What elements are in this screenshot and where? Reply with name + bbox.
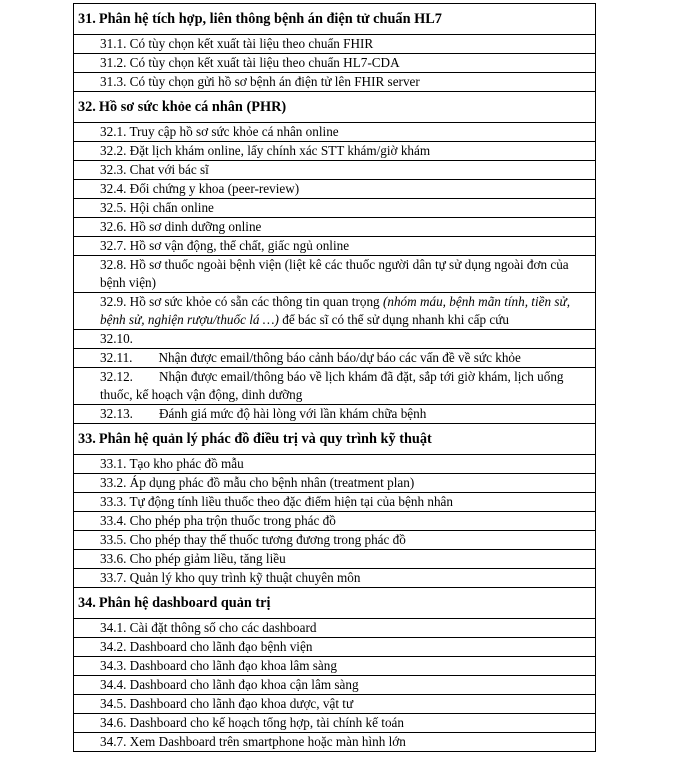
table-row xyxy=(74,54,596,73)
table-row xyxy=(74,35,596,54)
item-number: 32.4. xyxy=(100,181,127,196)
item-number: 33.5. xyxy=(100,532,127,547)
requirements-table xyxy=(73,3,596,752)
item-text: Dashboard cho kế hoạch tổng hợp, tài chính kế toán xyxy=(129,715,404,730)
item-text: Đặt lịch khám online, lấy chính xác STT khám/giờ khám xyxy=(129,143,431,158)
item-text: Chat với bác sĩ xyxy=(129,162,209,177)
item-text: Hồ sơ dinh dưỡng online xyxy=(129,219,262,234)
table-row xyxy=(74,676,596,695)
item-number: 33.1. xyxy=(100,456,127,471)
item-number: 31.2. xyxy=(100,55,127,70)
item-number: 34.3. xyxy=(100,658,127,673)
item-number: 32.7. xyxy=(100,238,127,253)
table-row xyxy=(74,218,596,237)
item-number: 32.12. xyxy=(100,369,133,384)
section-title-cell xyxy=(74,588,596,619)
table-row xyxy=(74,569,596,588)
table-row xyxy=(74,142,596,161)
item-number: 34.4. xyxy=(100,677,127,692)
item-text: Có tùy chọn gửi hồ sơ bệnh án điện tử lên FHIR server xyxy=(129,74,420,89)
section-title: Phân hệ dashboard quản trị xyxy=(98,595,271,611)
item-number: 32.5. xyxy=(100,200,127,215)
item-number: 32.3. xyxy=(100,162,127,177)
item-text: Hồ sơ vận động, thể chất, giấc ngủ online xyxy=(129,238,350,253)
table-row xyxy=(74,161,596,180)
item-number: 32.1. xyxy=(100,124,127,139)
table-row xyxy=(74,256,596,293)
table-row xyxy=(74,349,596,368)
item-number: 34.5. xyxy=(100,696,127,711)
item-number: 34.2. xyxy=(100,639,127,654)
section-number: 31. xyxy=(78,11,96,27)
table-row xyxy=(74,405,596,424)
item-text: Có tùy chọn kết xuất tài liệu theo chuẩn FHIR xyxy=(129,36,374,51)
table-row xyxy=(74,199,596,218)
table-row xyxy=(74,293,596,330)
item-text: Hồ sơ sức khỏe có sẵn các thông tin quan trọng xyxy=(129,294,383,309)
item-text: Cho phép giảm liều, tăng liều xyxy=(129,551,286,566)
item-text: Cho phép pha trộn thuốc trong phác đồ xyxy=(129,513,336,528)
item-text: Có tùy chọn kết xuất tài liệu theo chuẩn HL7-CDA xyxy=(129,55,400,70)
item-number: 32.8. xyxy=(100,257,127,272)
section-number: 32. xyxy=(78,99,96,115)
item-number: 31.1. xyxy=(100,36,127,51)
item-number: 34.6. xyxy=(100,715,127,730)
item-text-italic: (nhóm máu, bệnh mãn tính, tiền sử, bệnh sử, nghiện rượu/thuốc lá …) xyxy=(100,294,570,327)
table-row xyxy=(74,368,596,405)
section-header-33 xyxy=(74,424,596,455)
item-number: 32.11. xyxy=(100,350,133,365)
item-text: Tạo kho phác đồ mẫu xyxy=(129,456,244,471)
item-number: 33.4. xyxy=(100,513,127,528)
item-number: 34.1. xyxy=(100,620,127,635)
table-row xyxy=(74,73,596,92)
table-row xyxy=(74,550,596,569)
item-text: Hồ sơ thuốc ngoài bệnh viện (liệt kê các thuốc người dân tự sử dụng ngoài đơn của bệnh viện) xyxy=(100,257,569,290)
table-row xyxy=(74,474,596,493)
item-number: 33.6. xyxy=(100,551,127,566)
item-text: Dashboard cho lãnh đạo khoa cận lâm sàng xyxy=(129,677,359,692)
table-row xyxy=(74,123,596,142)
item-text: Đánh giá mức độ hài lòng với lần khám chữa bệnh xyxy=(158,406,427,421)
table-row xyxy=(74,695,596,714)
item-text-after: để bác sĩ có thể sử dụng nhanh khi cấp cứu xyxy=(278,312,509,327)
table-row xyxy=(74,493,596,512)
table-row xyxy=(74,531,596,550)
item-text: Truy cập hồ sơ sức khỏe cá nhân online xyxy=(129,124,339,139)
item-number: 33.2. xyxy=(100,475,127,490)
item-text: Hội chẩn online xyxy=(129,200,214,215)
section-title: Phân hệ tích hợp, liên thông bệnh án điện tử chuẩn HL7 xyxy=(98,11,442,27)
table-row xyxy=(74,619,596,638)
section-number: 34. xyxy=(78,595,96,611)
item-number: 32.10. xyxy=(100,331,133,346)
section-header-32 xyxy=(74,92,596,123)
item-number: 33.7. xyxy=(100,570,127,585)
item-number: 32.6. xyxy=(100,219,127,234)
section-header-31 xyxy=(74,4,596,35)
item-text: Dashboard cho lãnh đạo khoa lâm sàng xyxy=(129,658,337,673)
item-text: Đối chứng y khoa (peer-review) xyxy=(129,181,300,196)
section-number: 33. xyxy=(78,431,96,447)
table-row xyxy=(74,330,596,349)
item-number: 32.9. xyxy=(100,294,127,309)
section-header-34 xyxy=(74,588,596,619)
item-number: 32.13. xyxy=(100,406,133,421)
table-row xyxy=(74,714,596,733)
item-text: Nhận được email/thông báo về lịch khám đã đặt, sắp tới giờ khám, lịch uống thuốc, kế hoạch vận động, dinh dưỡng xyxy=(100,369,564,402)
item-text: Cho phép thay thế thuốc tương đương trong phác đồ xyxy=(129,532,406,547)
item-text: Xem Dashboard trên smartphone hoặc màn hình lớn xyxy=(129,734,406,749)
section-title-cell xyxy=(74,92,596,123)
table-row xyxy=(74,657,596,676)
section-title-cell xyxy=(74,4,596,35)
section-title: Hồ sơ sức khỏe cá nhân (PHR) xyxy=(98,99,287,115)
item-number: 34.7. xyxy=(100,734,127,749)
table-row xyxy=(74,237,596,256)
item-text: Áp dụng phác đồ mẫu cho bệnh nhân (treatment plan) xyxy=(129,475,415,490)
table-row xyxy=(74,180,596,199)
item-text: Nhận được email/thông báo cảnh báo/dự báo các vấn đề về sức khỏe xyxy=(158,350,521,365)
item-number: 32.2. xyxy=(100,143,127,158)
item-text: Cài đặt thông số cho các dashboard xyxy=(129,620,317,635)
section-title-cell xyxy=(74,424,596,455)
section-title: Phân hệ quản lý phác đồ điều trị và quy trình kỹ thuật xyxy=(98,431,432,447)
table-row xyxy=(74,638,596,657)
table-row xyxy=(74,455,596,474)
item-text: Quản lý kho quy trình kỹ thuật chuyên môn xyxy=(129,570,361,585)
item-number: 33.3. xyxy=(100,494,127,509)
item-text: Tự động tính liều thuốc theo đặc điểm hiện tại của bệnh nhân xyxy=(129,494,453,509)
item-number: 31.3. xyxy=(100,74,127,89)
item-text: Dashboard cho lãnh đạo khoa dược, vật tư xyxy=(129,696,354,711)
table-row xyxy=(74,512,596,531)
table-row xyxy=(74,733,596,752)
item-text: Dashboard cho lãnh đạo bệnh viện xyxy=(129,639,313,654)
